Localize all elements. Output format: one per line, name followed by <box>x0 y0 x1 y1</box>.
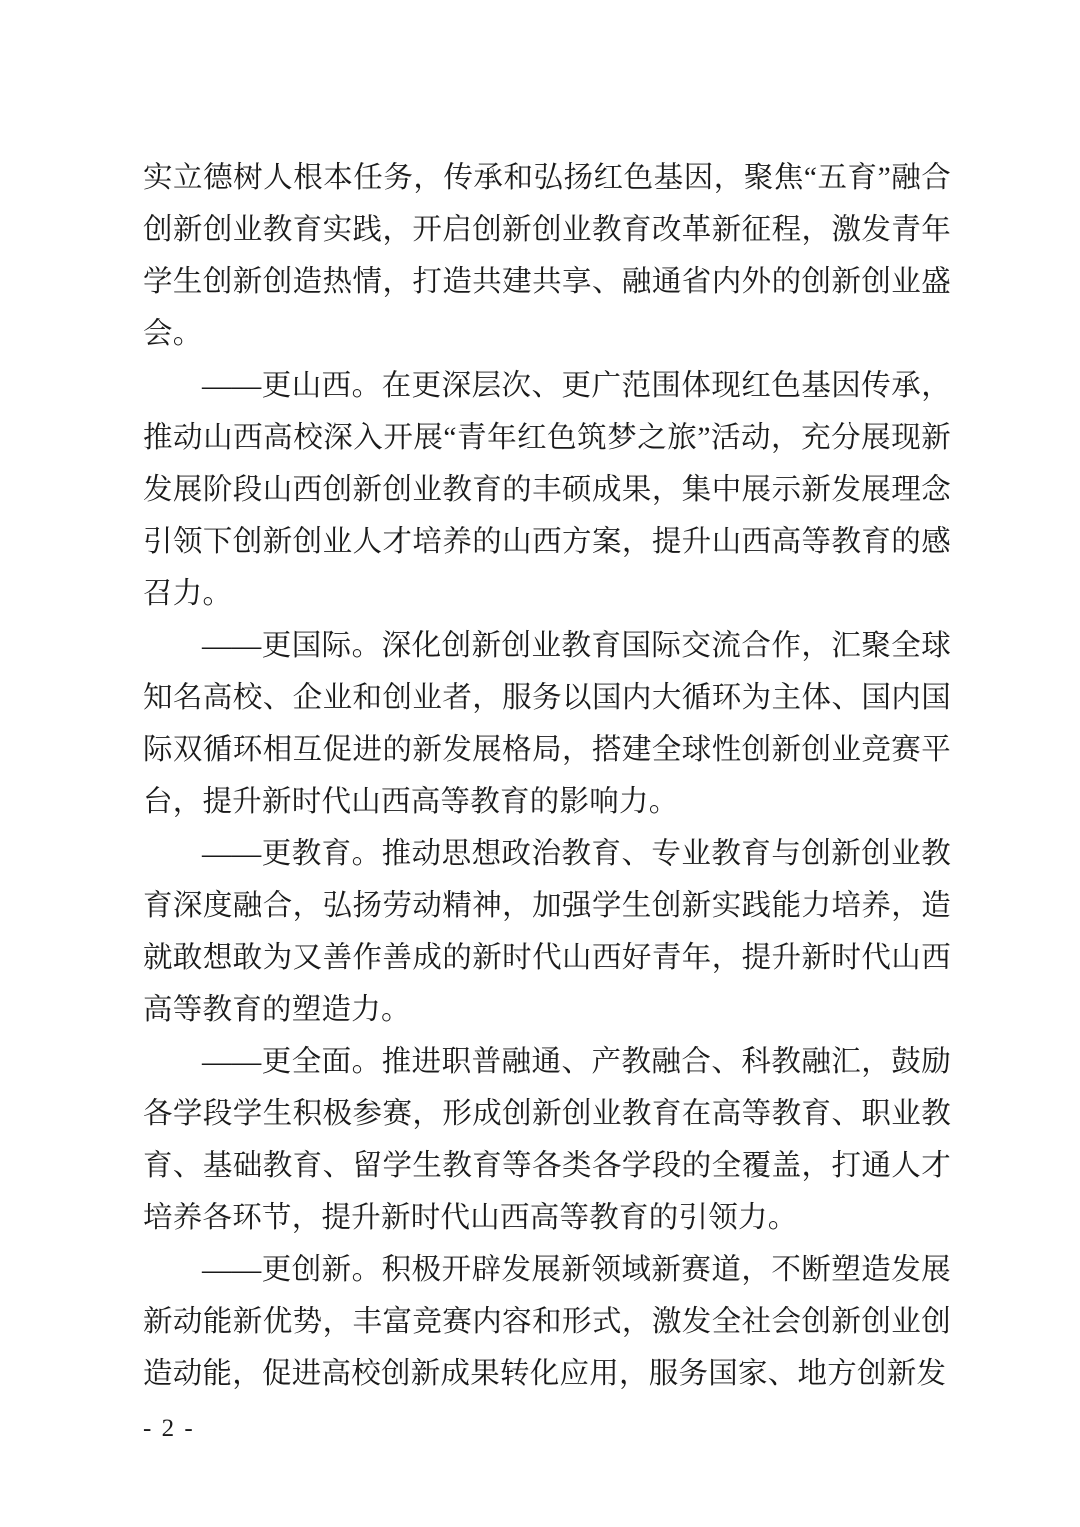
paragraph-more-innovation: ——更创新。积极开辟发展新领域新赛道，不断塑造发展新动能新优势，丰富竞赛内容和形式，激发全社会创新创业创造动能，促进高校创新成果转化应用，服务国家、地方创新发 <box>143 1254 951 1390</box>
paragraph-more-international: ——更国际。深化创新创业教育国际交流合作，汇聚全球知名高校、企业和创业者，服务以国内大循环为主体、国内国际双循环相互促进的新发展格局，搭建全球性创新创业竞赛平台，提升新时代山西高等教育的影响力。 <box>143 630 951 818</box>
document-body <box>143 152 951 1400</box>
paragraph-more-shanxi: ——更山西。在更深层次、更广范围体现红色基因传承，推动山西高校深入开展“青年红色筑梦之旅”活动，充分展现新发展阶段山西创新创业教育的丰硕成果，集中展示新发展理念引领下创新创业人才培养的山西方案，提升山西高等教育的感召力。 <box>143 370 951 610</box>
paragraph-more-education: ——更教育。推动思想政治教育、专业教育与创新创业教育深度融合，弘扬劳动精神，加强学生创新实践能力培养，造就敢想敢为又善作善成的新时代山西好青年，提升新时代山西高等教育的塑造力。 <box>143 838 951 1026</box>
paragraph-more-comprehensive: ——更全面。推进职普融通、产教融合、科教融汇，鼓励各学段学生积极参赛，形成创新创业教育在高等教育、职业教育、基础教育、留学生教育等各类各学段的全覆盖，打通人才培养各环节，提升新时代山西高等教育的引领力。 <box>143 1046 951 1234</box>
page-number-footer: - 2 - <box>143 1415 195 1442</box>
paragraph-continued-opening: 实立德树人根本任务，传承和弘扬红色基因，聚焦“五育”融合创新创业教育实践，开启创新创业教育改革新征程，激发青年学生创新创造热情，打造共建共享、融通省内外的创新创业盛会。 <box>143 162 951 350</box>
